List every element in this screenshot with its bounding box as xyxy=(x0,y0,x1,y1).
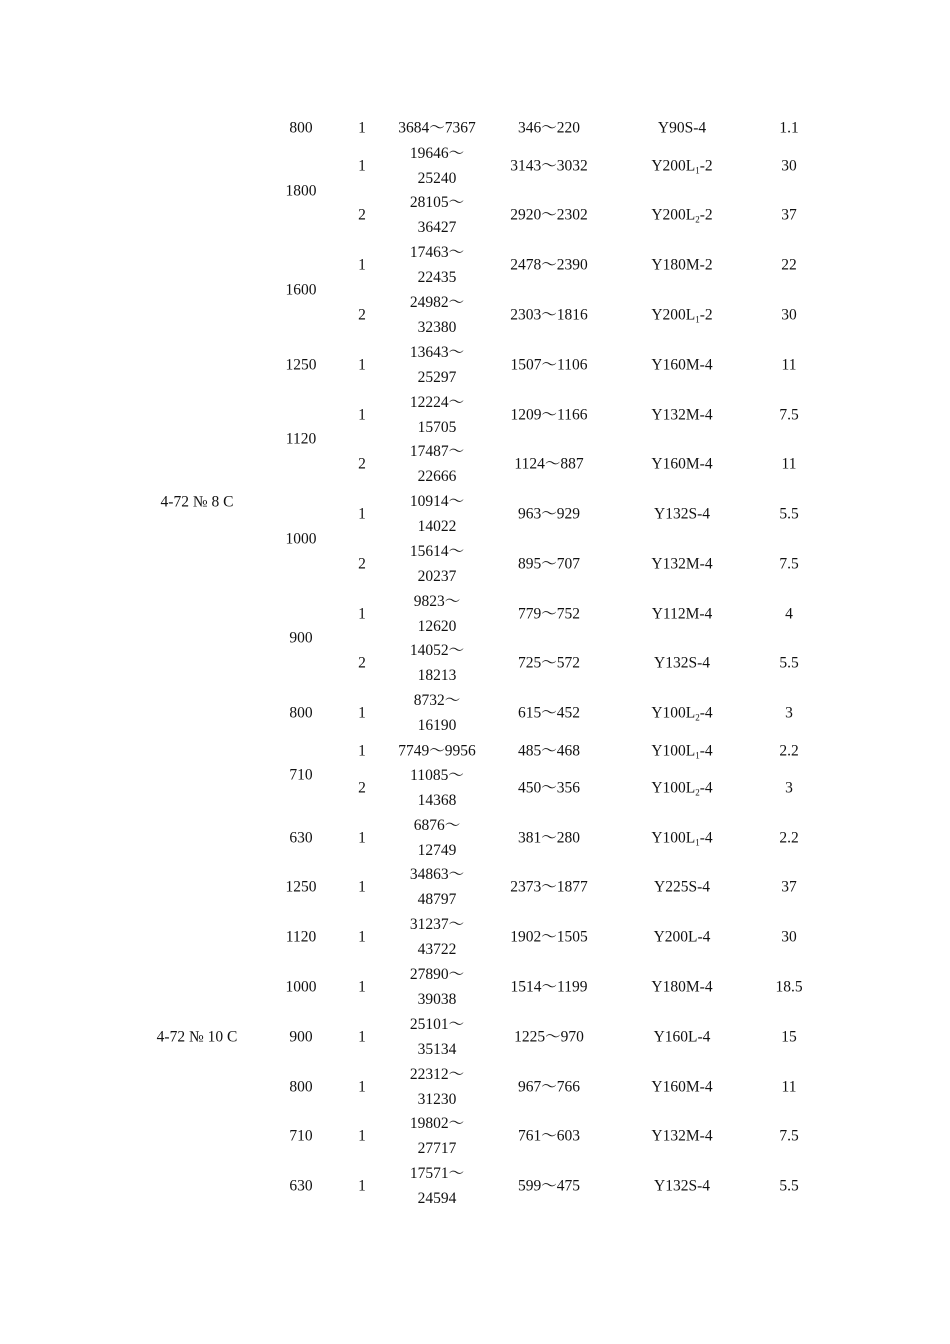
pressure-cell: 967～766 xyxy=(517,1078,581,1096)
pressure-cell: 725～572 xyxy=(517,654,581,672)
pressure-cell: 1514～1199 xyxy=(510,978,588,996)
speed-cell: 1120 xyxy=(285,928,317,946)
flow-line: 9823～ xyxy=(413,593,461,610)
flow-cell xyxy=(410,290,464,340)
speed-cell: 710 xyxy=(289,1127,313,1145)
motor-model-cell: Y160M-4 xyxy=(651,455,713,473)
motor-model-cell: Y225S-4 xyxy=(654,878,710,896)
power-cell: 5.5 xyxy=(779,1177,799,1195)
flow-cell xyxy=(410,439,464,489)
motor-base: Y200L xyxy=(651,306,696,324)
power-cell: 11 xyxy=(781,356,797,374)
pressure-cell: 346～220 xyxy=(517,119,581,137)
flow-line: 25297 xyxy=(417,369,457,386)
flow-line: 13643～ xyxy=(409,344,465,361)
flow-cell xyxy=(410,539,464,589)
flow-line: 22666 xyxy=(417,468,457,485)
flow-cell xyxy=(410,141,464,191)
motor-model-cell: Y132M-4 xyxy=(651,555,713,573)
motor-subscript: 1 xyxy=(695,837,700,848)
pressure-cell: 2920～2302 xyxy=(510,206,588,224)
flow-line: 22435 xyxy=(417,269,457,286)
gear-no-cell: 2 xyxy=(358,779,366,797)
flow-line: 19646～ xyxy=(409,145,465,162)
motor-model-cell: Y132S-4 xyxy=(654,505,710,523)
motor-suffix: -4 xyxy=(699,704,713,722)
motor-subscript: 2 xyxy=(695,787,700,798)
flow-line: 36427 xyxy=(417,219,457,236)
flow-line: 24594 xyxy=(417,1190,457,1207)
motor-model-cell: Y132M-4 xyxy=(651,1127,713,1145)
power-cell: 2.2 xyxy=(779,742,799,760)
flow-line: 8732～ xyxy=(413,692,461,709)
motor-suffix: -2 xyxy=(699,306,713,324)
flow-line: 25240 xyxy=(417,170,457,187)
pressure-cell: 2478～2390 xyxy=(510,256,588,274)
flow-line: 20237 xyxy=(417,568,457,585)
speed-cell: 1120 xyxy=(285,430,317,448)
power-cell: 5.5 xyxy=(779,654,799,672)
gear-no-cell: 1 xyxy=(358,605,366,623)
power-cell: 15 xyxy=(781,1028,797,1046)
power-cell: 4 xyxy=(785,605,793,623)
motor-suffix: -4 xyxy=(699,829,713,847)
motor-subscript: 2 xyxy=(695,712,700,723)
flow-line: 48797 xyxy=(417,891,457,908)
gear-no-cell: 2 xyxy=(358,654,366,672)
flow-cell xyxy=(410,1111,464,1161)
pressure-cell: 615～452 xyxy=(517,704,581,722)
motor-model-cell xyxy=(651,739,712,764)
flow-cell xyxy=(410,190,464,240)
flow-line: 17463～ xyxy=(409,244,465,261)
flow-line: 12224～ xyxy=(409,394,465,411)
flow-line: 12620 xyxy=(417,618,457,635)
pressure-cell: 599～475 xyxy=(517,1177,581,1195)
flow-cell xyxy=(410,912,464,962)
motor-subscript: 1 xyxy=(695,750,700,761)
motor-suffix: -2 xyxy=(699,157,713,175)
motor-model-cell: Y180M-4 xyxy=(651,978,713,996)
flow-cell xyxy=(414,813,461,863)
speed-cell: 800 xyxy=(289,704,313,722)
power-cell: 30 xyxy=(781,928,797,946)
flow-cell xyxy=(410,390,464,440)
speed-cell: 900 xyxy=(289,1028,313,1046)
motor-subscript: 1 xyxy=(695,165,700,176)
flow-line: 28105～ xyxy=(409,194,465,211)
motor-model-cell: Y132M-4 xyxy=(651,406,713,424)
motor-model-cell xyxy=(651,826,712,851)
power-cell: 2.2 xyxy=(779,829,799,847)
motor-suffix: -4 xyxy=(699,742,713,760)
gear-no-cell: 1 xyxy=(358,1028,366,1046)
gear-no-cell: 1 xyxy=(358,1177,366,1195)
motor-suffix: -4 xyxy=(699,779,713,797)
flow-cell: 7749～9956 xyxy=(398,742,476,760)
gear-no-cell: 2 xyxy=(358,306,366,324)
gear-no-cell: 1 xyxy=(358,1078,366,1096)
pressure-cell: 779～752 xyxy=(517,605,581,623)
gear-no-cell: 2 xyxy=(358,555,366,573)
flow-line: 22312～ xyxy=(409,1066,465,1083)
flow-cell xyxy=(410,489,464,539)
flow-line: 27717 xyxy=(417,1140,457,1157)
motor-base: Y200L xyxy=(651,157,696,175)
pressure-cell: 450～356 xyxy=(517,779,581,797)
motor-suffix: -2 xyxy=(699,206,713,224)
flow-line: 39038 xyxy=(417,991,457,1008)
flow-cell xyxy=(410,763,464,813)
gear-no-cell: 1 xyxy=(358,406,366,424)
gear-no-cell: 1 xyxy=(358,157,366,175)
flow-line: 17571～ xyxy=(409,1165,465,1182)
flow-line: 6876～ xyxy=(413,817,461,834)
motor-subscript: 2 xyxy=(695,214,700,225)
pressure-cell: 2373～1877 xyxy=(510,878,588,896)
motor-model-cell xyxy=(651,154,712,179)
flow-line: 15614～ xyxy=(409,543,465,560)
speed-cell: 1000 xyxy=(285,530,317,548)
flow-line: 19802～ xyxy=(409,1115,465,1132)
gear-no-cell: 1 xyxy=(358,878,366,896)
pressure-cell: 963～929 xyxy=(517,505,581,523)
flow-line: 31237～ xyxy=(409,916,465,933)
gear-no-cell: 1 xyxy=(358,928,366,946)
speed-cell: 1250 xyxy=(285,878,317,896)
flow-cell xyxy=(410,638,464,688)
flow-line: 35134 xyxy=(417,1041,457,1058)
power-cell: 11 xyxy=(781,1078,797,1096)
flow-cell xyxy=(410,1161,464,1211)
pressure-cell: 761～603 xyxy=(517,1127,581,1145)
motor-model-cell xyxy=(651,303,712,328)
pressure-cell: 1225～970 xyxy=(514,1028,584,1046)
flow-line: 24982～ xyxy=(409,294,465,311)
motor-base: Y100L xyxy=(651,829,696,847)
speed-cell: 800 xyxy=(289,119,313,137)
flow-line: 14022 xyxy=(417,518,457,535)
pressure-cell: 381～280 xyxy=(517,829,581,847)
speed-cell: 1250 xyxy=(285,356,317,374)
gear-no-cell: 1 xyxy=(358,356,366,374)
motor-model-cell: Y180M-2 xyxy=(651,256,713,274)
motor-base: Y100L xyxy=(651,779,696,797)
gear-no-cell: 2 xyxy=(358,206,366,224)
fan-model-label: 4-72 № 10 C xyxy=(156,1028,238,1046)
power-cell: 22 xyxy=(781,256,797,274)
flow-cell xyxy=(410,962,464,1012)
power-cell: 3 xyxy=(785,704,793,722)
flow-line: 18213 xyxy=(417,667,457,684)
power-cell: 5.5 xyxy=(779,505,799,523)
motor-model-cell xyxy=(651,701,712,726)
pressure-cell: 485～468 xyxy=(517,742,581,760)
pressure-cell: 895～707 xyxy=(517,555,581,573)
speed-cell: 1600 xyxy=(285,281,317,299)
power-cell: 3 xyxy=(785,779,793,797)
speed-cell: 630 xyxy=(289,1177,313,1195)
flow-line: 34863～ xyxy=(409,866,465,883)
motor-model-cell: Y160L-4 xyxy=(653,1028,711,1046)
power-cell: 7.5 xyxy=(779,555,799,573)
power-cell: 30 xyxy=(781,157,797,175)
power-cell: 30 xyxy=(781,306,797,324)
gear-no-cell: 1 xyxy=(358,1127,366,1145)
flow-cell xyxy=(410,240,464,290)
gear-no-cell: 1 xyxy=(358,119,366,137)
flow-cell xyxy=(414,688,461,738)
power-cell: 37 xyxy=(781,878,797,896)
gear-no-cell: 2 xyxy=(358,455,366,473)
gear-no-cell: 1 xyxy=(358,829,366,847)
flow-cell xyxy=(410,862,464,912)
pressure-cell: 2303～1816 xyxy=(510,306,588,324)
pressure-cell: 1209～1166 xyxy=(510,406,588,424)
gear-no-cell: 1 xyxy=(358,505,366,523)
motor-model-cell: Y160M-4 xyxy=(651,1078,713,1096)
motor-base: Y200L xyxy=(651,206,696,224)
motor-model-cell: Y200L-4 xyxy=(653,928,711,946)
power-cell: 7.5 xyxy=(779,1127,799,1145)
flow-line: 17487～ xyxy=(409,443,465,460)
flow-line: 25101～ xyxy=(409,1016,465,1033)
flow-cell xyxy=(414,589,461,639)
flow-cell xyxy=(410,1062,464,1112)
flow-line: 14368 xyxy=(417,792,457,809)
motor-model-cell: Y160M-4 xyxy=(651,356,713,374)
power-cell: 11 xyxy=(781,455,797,473)
speed-cell: 1000 xyxy=(285,978,317,996)
flow-line: 15705 xyxy=(417,419,457,436)
speed-cell: 710 xyxy=(289,766,313,784)
flow-line: 14052～ xyxy=(409,642,465,659)
motor-base: Y100L xyxy=(651,742,696,760)
gear-no-cell: 1 xyxy=(358,256,366,274)
gear-no-cell: 1 xyxy=(358,704,366,722)
flow-line: 43722 xyxy=(417,941,457,958)
motor-model-cell: Y90S-4 xyxy=(657,119,707,137)
flow-cell xyxy=(410,1012,464,1062)
pressure-cell: 1124～887 xyxy=(514,455,584,473)
motor-base: Y100L xyxy=(651,704,696,722)
motor-model-cell: Y112M-4 xyxy=(651,605,713,623)
flow-line: 32380 xyxy=(417,319,457,336)
pressure-cell: 3143～3032 xyxy=(510,157,588,175)
motor-subscript: 1 xyxy=(695,314,700,325)
flow-line: 10914～ xyxy=(409,493,465,510)
flow-cell xyxy=(410,340,464,390)
gear-no-cell: 1 xyxy=(358,978,366,996)
fan-model-label: 4-72 № 8 C xyxy=(160,493,234,511)
speed-cell: 900 xyxy=(289,629,313,647)
flow-line: 12749 xyxy=(417,842,457,859)
pressure-cell: 1902～1505 xyxy=(510,928,588,946)
motor-model-cell: Y132S-4 xyxy=(654,654,710,672)
pressure-cell: 1507～1106 xyxy=(510,356,588,374)
speed-cell: 1800 xyxy=(285,182,317,200)
power-cell: 37 xyxy=(781,206,797,224)
flow-line: 16190 xyxy=(417,717,457,734)
flow-line: 27890～ xyxy=(409,966,465,983)
motor-model-cell: Y132S-4 xyxy=(654,1177,710,1195)
speed-cell: 800 xyxy=(289,1078,313,1096)
gear-no-cell: 1 xyxy=(358,742,366,760)
power-cell: 1.1 xyxy=(779,119,799,137)
flow-line: 31230 xyxy=(417,1091,457,1108)
flow-cell: 3684～7367 xyxy=(398,119,476,137)
power-cell: 18.5 xyxy=(775,978,803,996)
flow-line: 11085～ xyxy=(410,767,464,784)
speed-cell: 630 xyxy=(289,829,313,847)
motor-model-cell xyxy=(651,776,712,801)
motor-model-cell xyxy=(651,203,712,228)
power-cell: 7.5 xyxy=(779,406,799,424)
